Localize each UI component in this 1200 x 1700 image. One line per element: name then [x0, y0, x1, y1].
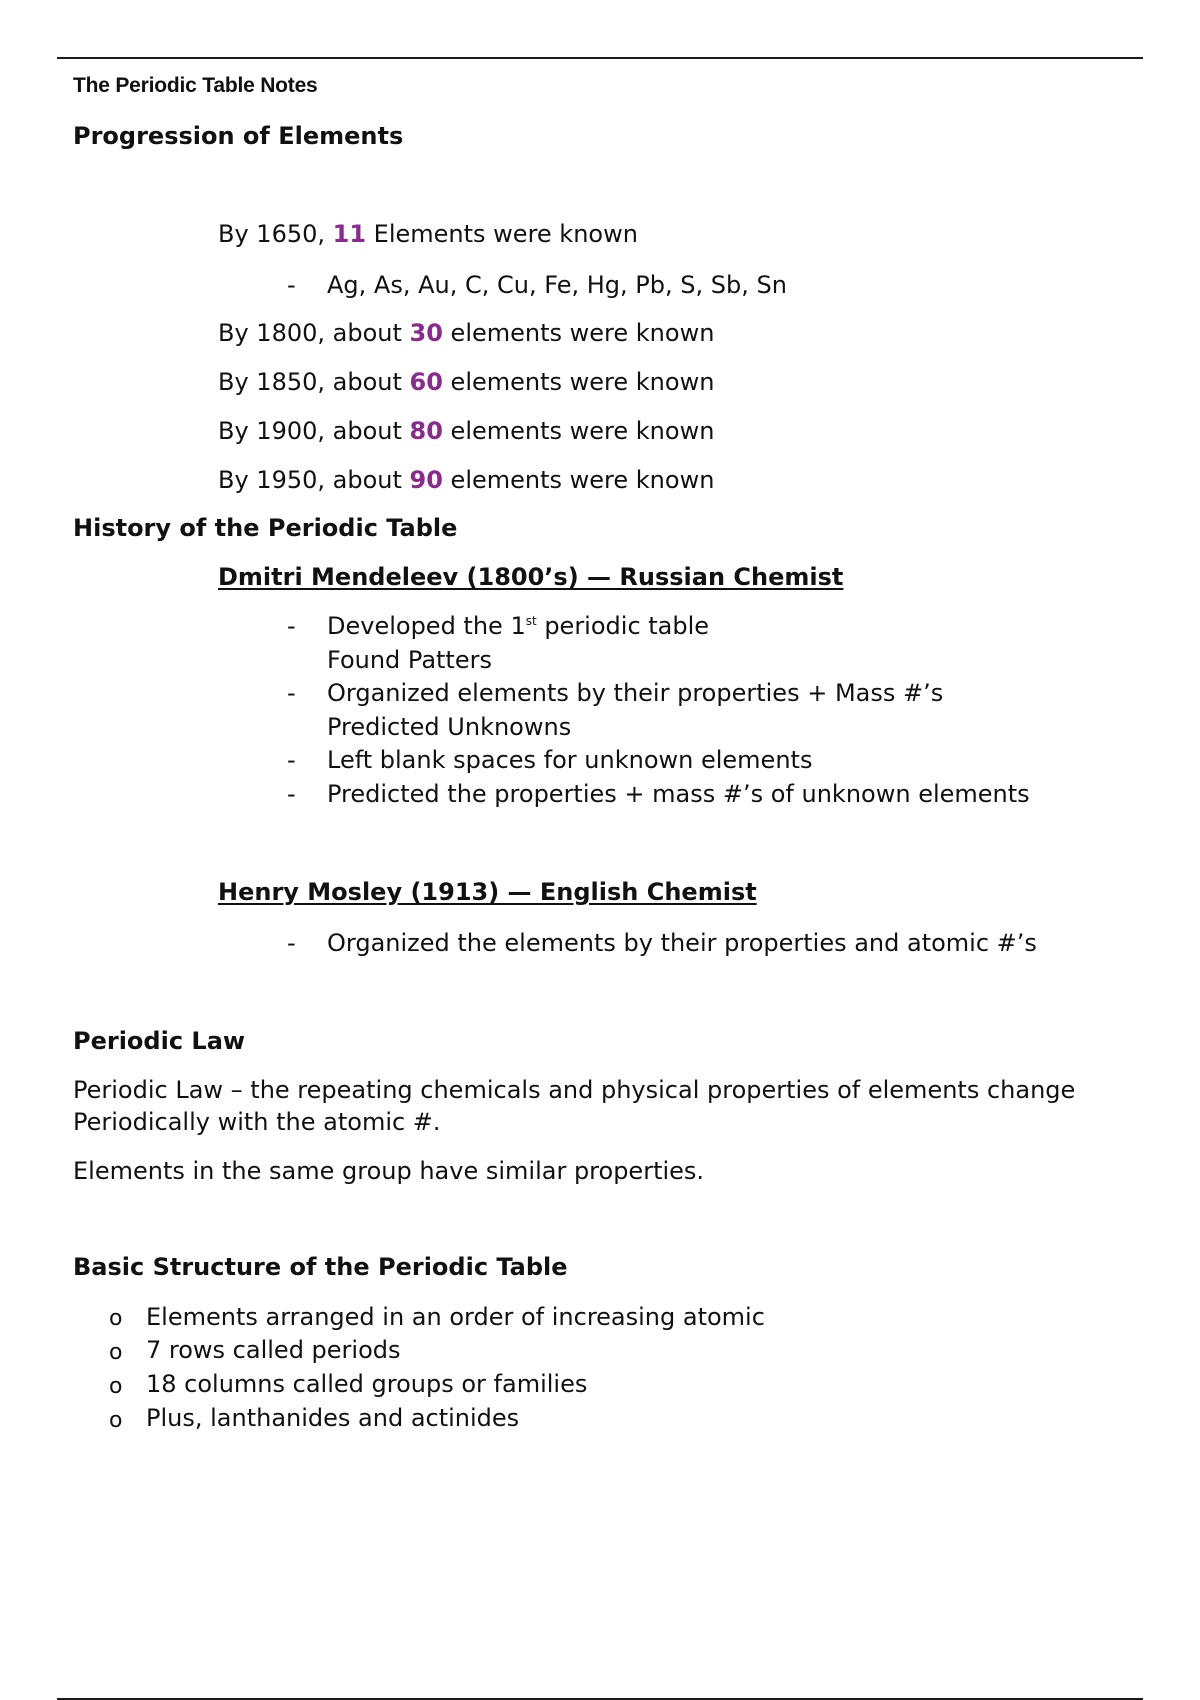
- element-count: 60: [409, 368, 443, 396]
- mendeleev-item-4: Predicted the properties + mass #’s of unknown elements: [327, 780, 1030, 808]
- item-text: periodic table: [536, 612, 710, 640]
- ordinal-superscript: st: [525, 614, 537, 628]
- line-suffix: elements were known: [442, 319, 715, 347]
- structure-item-3: 18 columns called groups or families: [146, 1370, 588, 1398]
- line-prefix: By 1900, about: [218, 417, 410, 445]
- mendeleev-item-1: [327, 612, 709, 640]
- item-text: Developed the 1: [327, 612, 526, 640]
- bullet-marker: o: [109, 1408, 123, 1433]
- line-suffix: elements were known: [442, 417, 715, 445]
- bullet-marker: o: [109, 1340, 123, 1365]
- mosley-subheading: Henry Mosley (1913) — English Chemist: [218, 878, 757, 906]
- element-count: 11: [332, 220, 367, 248]
- list-dash: -: [287, 780, 296, 808]
- elements-list: Ag, As, Au, C, Cu, Fe, Hg, Pb, S, Sb, Sn: [327, 271, 787, 299]
- progression-line-1850: [218, 368, 714, 396]
- periodic-law-definition-line-1: Periodic Law – the repeating chemicals and physical properties of elements change: [73, 1076, 1076, 1104]
- line-suffix: elements were known: [442, 466, 715, 494]
- mendeleev-subheading: Dmitri Mendeleev (1800’s) — Russian Chemist: [218, 563, 844, 591]
- periodic-law-group-note: Elements in the same group have similar properties.: [73, 1157, 705, 1185]
- periodic-law-heading: Periodic Law: [73, 1027, 246, 1055]
- history-heading: History of the Periodic Table: [73, 514, 458, 542]
- bullet-marker: o: [109, 1374, 123, 1399]
- structure-item-1: Elements arranged in an order of increasing atomic: [146, 1303, 765, 1331]
- line-suffix: Elements were known: [366, 220, 638, 248]
- progression-line-1950: [218, 466, 714, 494]
- list-dash: -: [287, 612, 296, 640]
- list-dash: -: [287, 271, 296, 299]
- progression-line-1800: [218, 319, 714, 347]
- structure-item-4: Plus, lanthanides and actinides: [146, 1404, 520, 1432]
- line-prefix: By 1850, about: [218, 368, 410, 396]
- top-rule: [57, 57, 1143, 59]
- list-dash: -: [287, 746, 296, 774]
- line-prefix: By 1650,: [218, 220, 333, 248]
- document-header-title: The Periodic Table Notes: [73, 74, 318, 97]
- progression-heading: Progression of Elements: [73, 122, 404, 150]
- progression-line-1650: [218, 220, 638, 248]
- progression-line-1900: [218, 417, 714, 445]
- periodic-law-definition-line-2: Periodically with the atomic #.: [73, 1108, 441, 1136]
- mendeleev-item-2: Organized elements by their properties + Mass #’s: [327, 679, 944, 707]
- line-prefix: By 1800, about: [218, 319, 410, 347]
- element-count: 80: [409, 417, 443, 445]
- mendeleev-predicted-unknowns: Predicted Unknowns: [327, 713, 572, 741]
- element-count: 30: [409, 319, 443, 347]
- line-suffix: elements were known: [442, 368, 715, 396]
- element-count: 90: [409, 466, 443, 494]
- bullet-marker: o: [109, 1306, 123, 1331]
- structure-item-2: 7 rows called periods: [146, 1336, 401, 1364]
- line-prefix: By 1950, about: [218, 466, 410, 494]
- mendeleev-item-3: Left blank spaces for unknown elements: [327, 746, 813, 774]
- mosley-item-1: Organized the elements by their properties and atomic #’s: [327, 929, 1037, 957]
- structure-heading: Basic Structure of the Periodic Table: [73, 1253, 568, 1281]
- list-dash: -: [287, 679, 296, 707]
- list-dash: -: [287, 929, 296, 957]
- mendeleev-found-patterns: Found Patters: [327, 646, 492, 674]
